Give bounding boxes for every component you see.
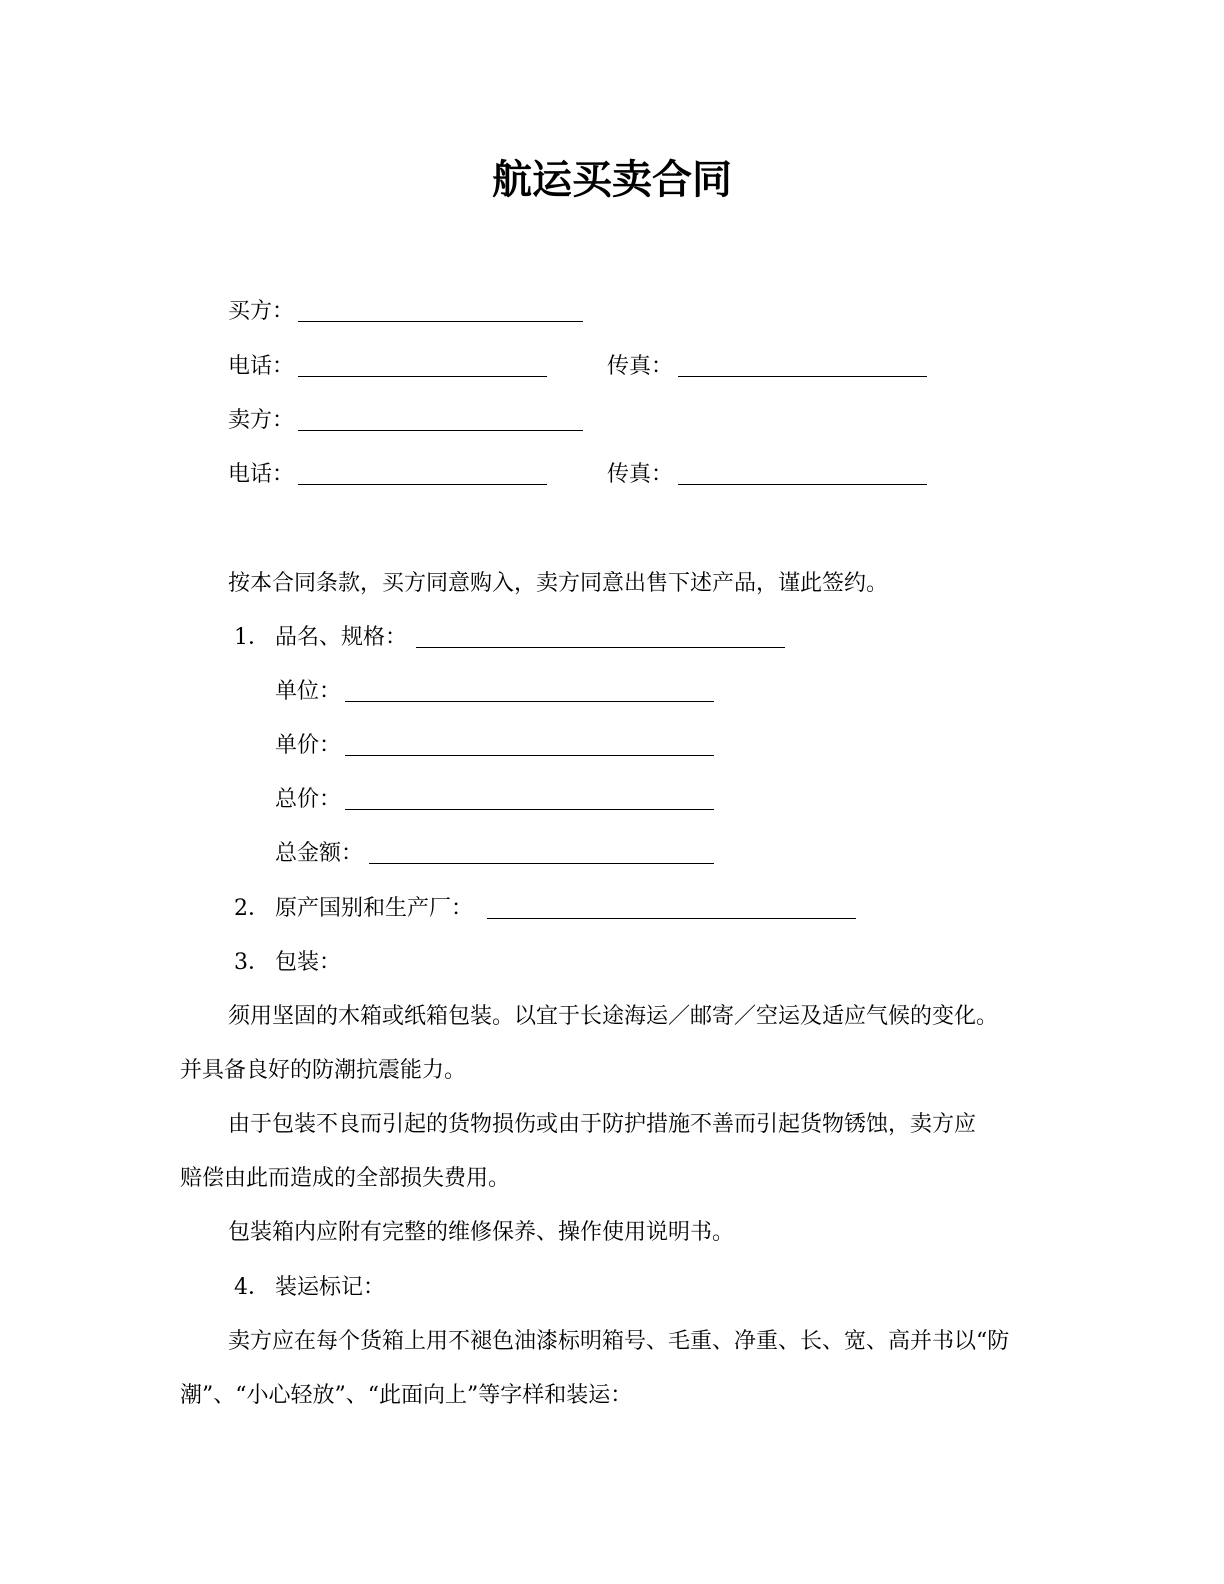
packing-label: 包装： xyxy=(275,950,342,975)
item1-name-spec-label: 品名、规格： xyxy=(275,625,408,650)
total-amount-label: 总金额： xyxy=(275,841,364,866)
packing-paragraph-2-line-1: 由于包装不良而引起的货物损伤或由于防护措施不善而引起货物锈蚀，卖方应 xyxy=(228,1112,977,1137)
buyer-fax-blank[interactable] xyxy=(678,376,927,377)
seller-phone-blank[interactable] xyxy=(298,484,547,485)
packing-paragraph-1-line-2: 并具备良好的防潮抗震能力。 xyxy=(180,1058,467,1083)
seller-fax-label: 传真： xyxy=(607,462,674,487)
shipping-marks-paragraph-line-2: 潮”、“小心轻放”、“此面向上”等字样和装运： xyxy=(180,1383,633,1408)
seller-label: 卖方： xyxy=(228,408,295,433)
packing-paragraph-3: 包装箱内应附有完整的维修保养、操作使用说明书。 xyxy=(228,1220,735,1245)
intro-text: 按本合同条款，买方同意购入，卖方同意出售下述产品，谨此签约。 xyxy=(228,571,889,596)
unit-price-label: 单价： xyxy=(275,733,342,758)
total-price-blank[interactable] xyxy=(345,809,714,810)
buyer-phone-label: 电话： xyxy=(228,354,295,379)
origin-manufacturer-blank[interactable] xyxy=(487,918,856,919)
item4-number: 4． xyxy=(234,1275,270,1300)
unit-price-blank[interactable] xyxy=(345,755,714,756)
item3-number: 3． xyxy=(234,950,270,975)
unit-blank[interactable] xyxy=(345,701,714,702)
packing-paragraph-2-line-2: 赔偿由此而造成的全部损失费用。 xyxy=(180,1166,511,1191)
total-amount-blank[interactable] xyxy=(369,863,714,864)
buyer-blank[interactable] xyxy=(298,321,583,322)
total-price-label: 总价： xyxy=(275,787,342,812)
shipping-marks-label: 装运标记： xyxy=(275,1275,386,1300)
origin-manufacturer-label: 原产国别和生产厂： xyxy=(275,896,474,921)
buyer-phone-blank[interactable] xyxy=(298,376,547,377)
packing-paragraph-1-line-1: 须用坚固的木箱或纸箱包装。以宜于长途海运／邮寄／空运及适应气候的变化。 xyxy=(228,1004,999,1029)
page-title: 航运买卖合同 xyxy=(492,157,732,203)
item1-number: 1． xyxy=(234,625,270,650)
buyer-label: 买方： xyxy=(228,299,295,324)
name-spec-blank[interactable] xyxy=(416,647,785,648)
seller-blank[interactable] xyxy=(298,430,583,431)
seller-fax-blank[interactable] xyxy=(678,484,927,485)
shipping-marks-paragraph-line-1: 卖方应在每个货箱上用不褪色油漆标明箱号、毛重、净重、长、宽、高并书以“防 xyxy=(228,1329,1010,1354)
buyer-fax-label: 传真： xyxy=(607,354,674,379)
seller-phone-label: 电话： xyxy=(228,462,295,487)
unit-label: 单位： xyxy=(275,679,342,704)
item2-number: 2． xyxy=(234,896,270,921)
